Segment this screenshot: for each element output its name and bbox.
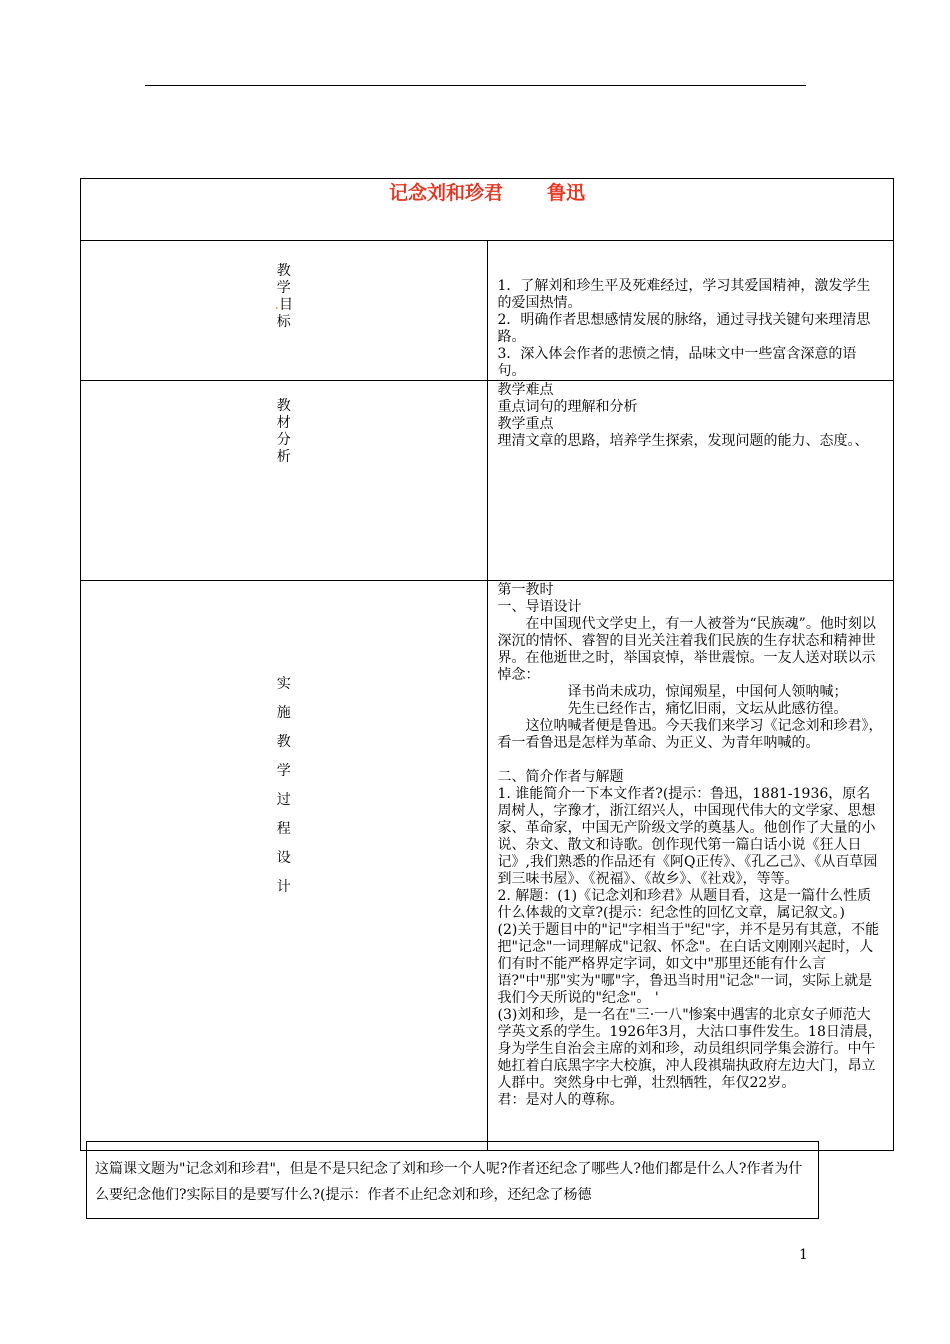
continuation-text: 这篇课文题为"记念刘和珍君"，但是不是只纪念了刘和珍一个人呢?作者还纪念了哪些人?他们都是什么人?作者为什么要纪念他们?实际目的是要写什么?(提示：作者不止纪念刘和珍，还纪念了杨德 [95,1161,803,1203]
goal-item: 1．了解刘和珍生平及死难经过，学习其爱国精神，激发学生的爱国热情。 [497,278,871,311]
title-author: 鲁迅 [547,182,586,204]
goal-item: 2．明确作者思想感情发展的脉络，通过寻找关键句来理清思路。 [497,312,871,345]
label-teaching-process: 实 施 教 学 过 程 设 计 [81,581,488,1151]
teaching-goals-content [487,241,894,381]
title-cell [81,179,894,241]
couplet-line: 译书尚未成功，惊闻殒星，中国何人领呐喊； [567,684,848,700]
title-explanation-paragraph: 2. 解题：(1)《记念刘和珍君》从题目看，这是一篇什么性质什么体裁的文章?(提示：纪念性的回忆文章，属记叙文。) [497,888,872,921]
document-title [81,179,893,205]
header-rule [145,85,806,86]
section-heading: 一、导语设计 [497,599,582,615]
intro-paragraph: 在中国现代文学史上，有一人被誉为“民族魂”。他时刻以深沉的情怀、睿智的目光关注着我们民族的生存状态和精神世界。在他逝世之时，举国哀悼，举世震惊。一友人送对联以示悼念： [497,616,876,683]
lesson-plan-table [80,178,894,1151]
difficulty-text: 重点词句的理解和分析 [497,399,638,415]
title-explanation-paragraph: (2)关于题目中的"记"字相当于"纪"字，并不是另有其意，不能把"记念"一词理解成"记叙、怀念"。在白话文刚刚兴起时，人们有时不能严格界定字词，如文中"那里还能有什么言语?"中"那"实为"哪"字，鲁迅当时用"记念"一词，实际上就是我们今天所说的"纪念"。 ' [497,922,880,1006]
label-teaching-goals: 教 学 .目 标 [81,241,488,381]
teaching-process-content [487,581,894,1151]
author-intro-paragraph: 1. 谁能简介一下本文作者?(提示：鲁迅，1881-1936，原名周树人，字豫才，浙江绍兴人，中国现代伟大的文学家、思想家、革命家，中国无产阶级文学的奠基人。他创作了大量的小说、杂文、散文和诗歌。创作现代第一篇白话小说《狂人日记》,我们熟悉的作品还有《阿Q正传》、《孔乙己》、《从百草园到三味书屋》、《祝福》、《故乡》、《社戏》，等等。 [497,786,878,887]
focus-text: 理清文章的思路，培养学生探索，发现问题的能力、态度。、 [497,433,869,449]
couplet-line: 先生已经作古，痛忆旧雨，文坛从此感彷徨。 [567,701,848,717]
title-explanation-paragraph: 君：是对人的尊称。 [497,1092,624,1108]
focus-heading: 教学重点 [497,416,554,432]
title-main: 记念刘和珍君 [388,182,503,204]
goal-item: 3．深入体会作者的悲愤之情，品味文中一些富含深意的语句。 [497,346,857,379]
label-material-analysis: 教 材 分 析 [81,381,488,581]
difficulty-heading: 教学难点 [497,382,554,398]
bullet-dot-icon: . [274,297,279,313]
material-analysis-content [487,381,894,581]
continuation-box [86,1141,819,1219]
intro-paragraph: 这位呐喊者便是鲁迅。今天我们来学习《记念刘和珍君》，看一看鲁迅是怎样为革命、为正义、为青年呐喊的。 [497,718,883,751]
title-explanation-paragraph: (3)刘和珍，是一名在"三·一八"惨案中遇害的北京女子师范大学英文系的学生。1926年3月，大沽口事件发生。18日清晨，身为学生自治会主席的刘和珍，动员组织同学集会游行。中午她扛着白底黑字字大校旗，冲人段祺瑞执政府左边大门，昂立人群中。突然身中七弹，壮烈牺牲，年仅22岁。 [497,1007,882,1091]
page-number: 1 [799,1247,808,1263]
lesson-heading: 第一教时 [497,582,554,598]
section-heading: 二、简介作者与解题 [497,769,624,785]
